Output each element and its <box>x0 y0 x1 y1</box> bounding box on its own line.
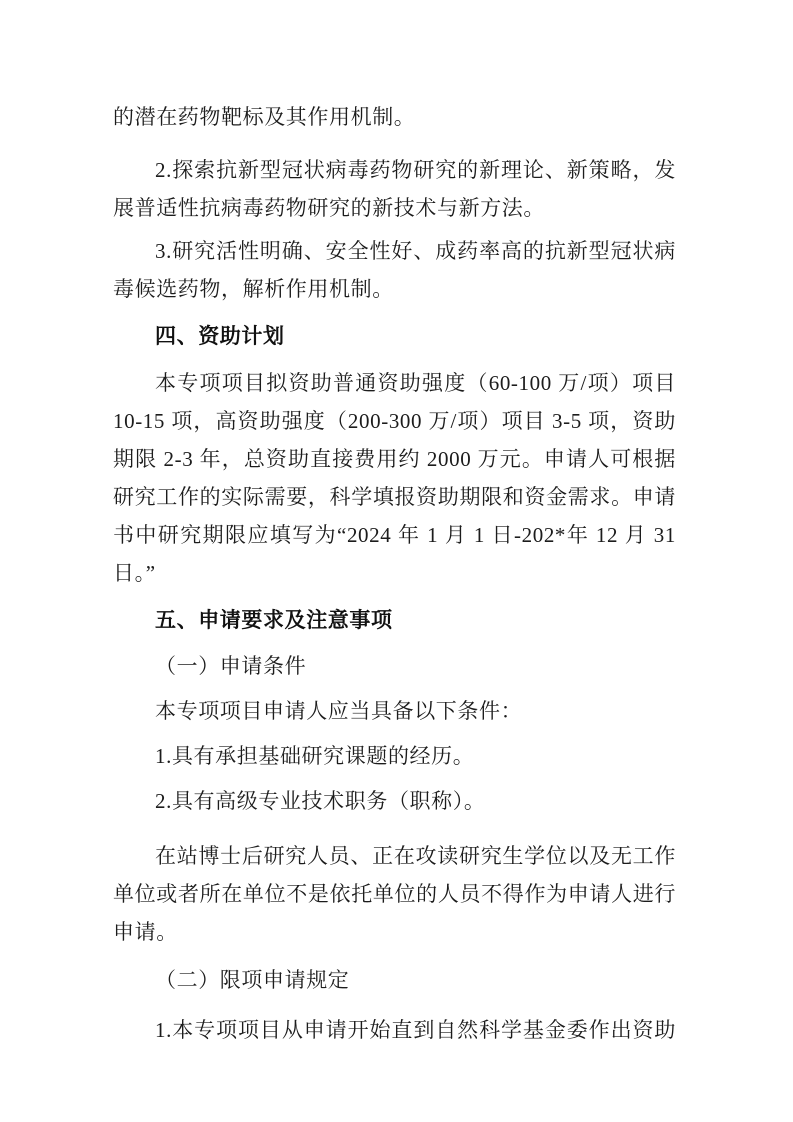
paragraph-ineligible-applicants: 在站博士后研究人员、正在攻读研究生学位以及无工作单位或者所在单位不是依托单位的人员不得作为申请人进行申请。 <box>113 844 676 944</box>
list-item-condition-1-research-experience: 1.具有承担基础研究课题的经历。 <box>155 744 475 768</box>
document-body <box>113 98 676 1049</box>
paragraph-limit-rule-1-cut-off: 1.本专项项目从申请开始直到自然科学基金委作出资助 <box>155 1018 676 1042</box>
paragraph-item-3-candidate-drugs: 3.研究活性明确、安全性好、成药率高的抗新型冠状病毒候选药物，解析作用机制。 <box>113 239 676 301</box>
section-heading-application-requirements: 五、申请要求及注意事项 <box>155 609 393 632</box>
paragraph-funding-plan-details: 本专项项目拟资助普通资助强度（60-100 万/项）项目 10-15 项，高资助强度（200-300 万/项）项目 3-5 项，资助期限 2-3 年，总资助直接费用约 2000 万元。申请人可根据研究工作的实际需要，科学填报资助期限和资金需求。申请书中研究期限应填写为“2024 年 1 月 1 日-202*年 12 月 31 日。” <box>113 371 676 585</box>
paragraph-target-mechanism-tail: 的潜在药物靶标及其作用机制。 <box>113 105 416 129</box>
paragraph-item-2-explore-strategies: 2.探索抗新型冠状病毒药物研究的新理论、新策略，发展普适性抗病毒药物研究的新技术与新方法。 <box>113 158 676 220</box>
subheading-application-limit-rules: （二）限项申请规定 <box>155 968 350 992</box>
subheading-application-conditions: （一）申请条件 <box>155 654 307 678</box>
list-item-condition-2-senior-title: 2.具有高级专业技术职务（职称）。 <box>155 789 486 813</box>
section-heading-funding-plan: 四、资助计划 <box>155 325 285 348</box>
paragraph-applicant-conditions-intro: 本专项项目申请人应当具备以下条件： <box>155 699 523 723</box>
